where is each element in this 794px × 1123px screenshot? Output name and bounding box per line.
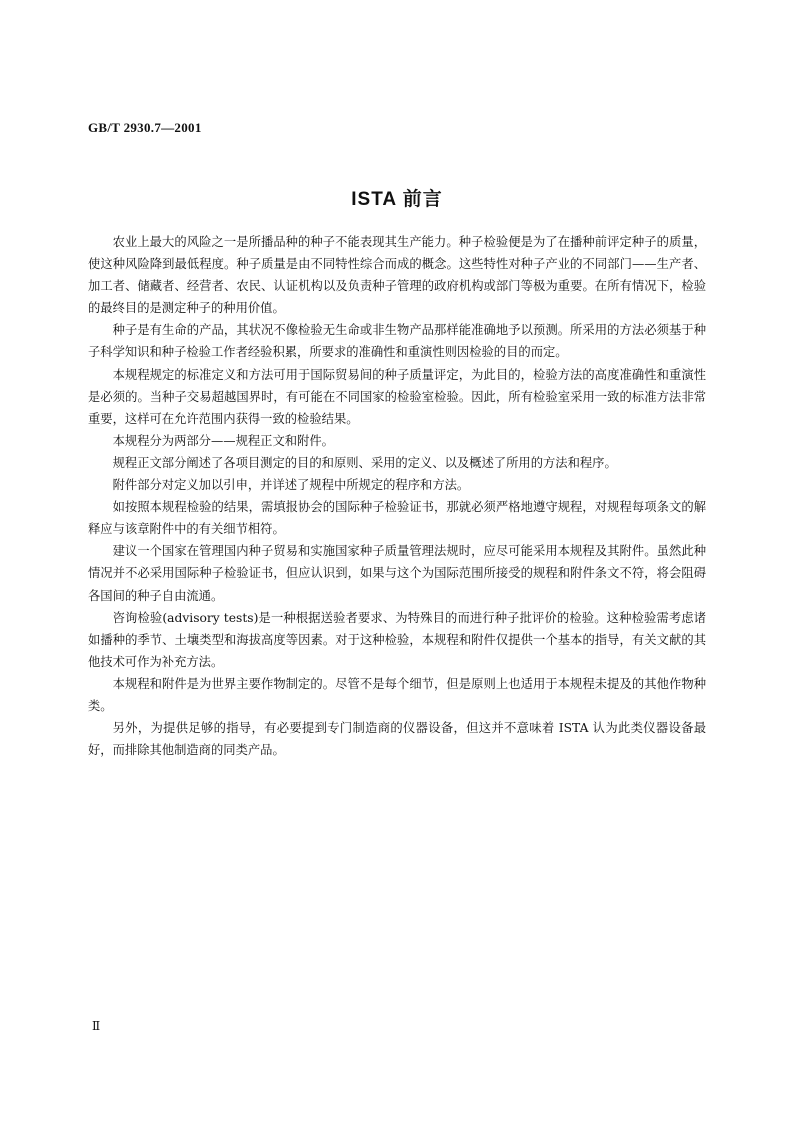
- paragraph: 建议一个国家在管理国内种子贸易和实施国家种子质量管理法规时，应尽可能采用本规程及其附件。虽然此种情况并不必采用国际种子检验证书，但应认识到，如果与这个为国际范围所接受的规程和附件条文不符，将会阻碍各国间的种子自由流通。: [88, 544, 706, 603]
- paragraph: 另外，为提供足够的指导，有必要提到专门制造商的仪器设备，但这并不意味着 ISTA 认为此类仪器设备最好，而排除其他制造商的同类产品。: [88, 721, 706, 758]
- paragraph: 农业上最大的风险之一是所播品种的种子不能表现其生产能力。种子检验便是为了在播种前评定种子的质量，使这种风险降到最低程度。种子质量是由不同特性综合而成的概念。这些特性对种子产业的不同部门——生产者、加工者、储藏者、经营者、农民、认证机构以及负责种子管理的政府机构或部门等极为重要。在所有情况下，检验的最终目的是测定种子的种用价值。: [88, 235, 706, 316]
- page-number: Ⅱ: [92, 1019, 101, 1033]
- paragraph: 规程正文部分阐述了各项目测定的目的和原则、采用的定义、以及概述了所用的方法和程序。: [112, 455, 617, 470]
- standard-code: GB/T 2930.7—2001: [88, 120, 202, 135]
- paragraph: 本规程分为两部分——规程正文和附件。: [112, 433, 334, 448]
- paragraph: 咨询检验(advisory tests)是一种根据送验者要求、为特殊目的而进行种子批评价的检验。这种检验需考虑诸如播种的季节、土壤类型和海拔高度等因素。对于这种检验，本规程和附件仅提供一个基本的指导，有关文献的其他技术可作为补充方法。: [88, 610, 706, 669]
- paragraph: 附件部分对定义加以引申，并详述了规程中所规定的程序和方法。: [112, 478, 470, 493]
- page-title: ISTA 前言: [351, 189, 443, 210]
- paragraph: 如按照本规程检验的结果，需填报协会的国际种子检验证书，那就必须严格地遵守规程，对规程每项条文的解释应与该章附件中的有关细节相符。: [88, 500, 706, 537]
- paragraph: 本规程和附件是为世界主要作物制定的。尽管不是每个细节，但是原则上也适用于本规程未提及的其他作物种类。: [88, 676, 706, 713]
- paragraph: 本规程规定的标准定义和方法可用于国际贸易间的种子质量评定，为此目的，检验方法的高度准确性和重演性是必须的。当种子交易超越国界时，有可能在不同国家的检验室检验。因此，所有检验室采用一致的标准方法非常重要，这样可在允许范围内获得一致的检验结果。: [88, 367, 706, 426]
- body-text: [88, 231, 706, 761]
- paragraph: 种子是有生命的产品，其状况不像检验无生命或非生物产品那样能准确地予以预测。所采用的方法必须基于种子科学知识和种子检验工作者经验积累，所要求的准确性和重演性则因检验的目的而定。: [88, 323, 706, 360]
